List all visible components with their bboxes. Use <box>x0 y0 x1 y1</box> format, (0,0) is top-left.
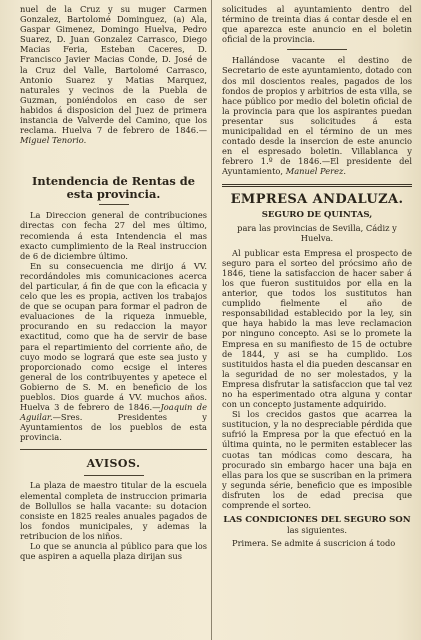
paragraph-text: Hallándose vacante el destino de Secretario de este ayuntamiento, dotado con dos mil doscientos reales, pagados de los fondos de propios y arbitrios de esta villa, se hace público por medio del boletin oficial de la provincia para que los aspirantes puedan presentar sus solicitudes á esta municipalidad en el término de un mes contado desde la insercion de este anuncio en el espresado boletin. Villablanca y febrero 1.º de 1846.—El presidente del Ayuntamiento, <box>222 55 412 177</box>
signature: Miguel Tenorio. <box>20 135 87 146</box>
paragraph-tail: —Sres. Presidentes y Ayuntamientos de los pueblos de esta provincia. <box>20 412 207 443</box>
paragraph-fugitives <box>20 4 207 145</box>
section-heading-intendencia <box>20 175 207 201</box>
short-rule <box>99 204 129 205</box>
paragraph-secretario <box>222 55 412 176</box>
left-column <box>20 4 207 561</box>
heading-text: Intendencia de Rentas de esta provincia. <box>32 174 195 202</box>
signature: Manuel Perez. <box>285 166 347 177</box>
paragraph-consecuencia <box>20 261 207 443</box>
paragraph-text: nuel de la Cruz y su muger Carmen Gonzalez, Bartolomé Dominguez, (a) Ala, Gaspar Gimenez, Domingo Huelva, Pedro Suarez, D. Juan Gonzalez Carrasco, Diego Macias Feria, Esteban Caceres, D. Francisco Javier Macias Conde, D. José de la Cruz del Valle, Bartolomé Carrasco, Antonio Suarez y Matias Marquez, naturales y vecinos de la Puebla de Guzman, poniéndolos en caso de ser habidos á disposicion del Juez de primera instancia de Valverde del Camino, que los reclama. Huelva 7 de febrero de 1846.— <box>20 4 207 136</box>
section-heading-empresa: EMPRESA ANDALUZA. <box>230 191 404 207</box>
signature: Joaquin de Aguilar. <box>20 402 207 423</box>
section-rule <box>20 449 207 450</box>
paragraph-primera <box>222 538 412 548</box>
column-divider <box>211 0 212 640</box>
right-column <box>222 4 412 548</box>
section-heading-avisos: AVISOS. <box>86 457 141 471</box>
paragraph-solicitudes: solicitudes al ayuntamiento dentro del término de treinta dias á contar desde el en que aparezca este anuncio en el boletin oficial de la provincia. <box>222 4 412 45</box>
paragraph-maestro: La plaza de maestro titular de la escuela elemental completa de instruccion primaria de Bollullos se halla vacante: su dotacion consiste en 1825 reales anuales pagados de los fondos municipales, y ademas la retribucion de los niños. <box>20 480 207 541</box>
paragraph-anuncio: Lo que se anuncia al público para que los que aspiren a aquella plaza dirijan sus <box>20 541 207 562</box>
paragraph-empresa-publicar: Al publicar esta Empresa el prospecto de seguro para el sorteo del prócsimo año de 1846, tiene la satisfaccion de hacer saber á los que fueron sustituidos por ella en la anterior, que todos los sustitutos han cumplido fielmente el año de responsabilidad establecido por la ley, sin que haya habido la mas leve reclamacion por ninguno concepto. Asi se lo promete la Empresa en su manifiesto de 15 de octubre de 1844, y asi se ha cumplido. Los sustituidos hasta el dia pueden descansar en la seguridad de no ser molestados, y la Empresa disfrutar la satisfaccion que tal vez no ha esperimentado otra alguna y contar con un concepto justamente adquirido. <box>222 247 412 410</box>
paragraph-direccion: La Direccion general de contribuciones directas con fecha 27 del mes último, recomienda á esta Intendencia el mas exacto cumplimiento de la Real instruccion de 6 de diciembre último. <box>20 210 207 261</box>
section-rule <box>84 475 144 476</box>
paragraph-text: En su consecuencia me dirijo á VV. recordándoles mis comunicaciones acerca del particular, á fin de que con la eficacia y celo que les es propia, activen los trabajos de que se ocupan para formar el padron de evaluaciones de la riqueza inmueble, procurando en su redaccion la mayor exactitud, como que ha de servir de base para el repartimiento del corriente año, de cuyo modo se logrará que este sea justo y proporcionado como ecsige el interes general de los contribuyentes y apetece el Gobierno de S. M. en beneficio de los pueblos. Dios guarde á VV. muchos años. Huelva 3 de febrero de 1846.— <box>20 260 207 413</box>
subheading-provincias: para las provincias de Sevilla, Cádiz y Huelva. <box>237 222 397 243</box>
paragraph-empresa-gastos: Si los crecidos gastos que acarrea la sustitucion, y la no despreciable pérdida que sufrió la Empresa por la que efectuó en la última quinta, no le permiten establecer las cuotas tan módicas como descara, ha procurado sin embargo hacer una baja en ellas para los que se suscriban en la primera y segunda série, beneficio que es imposible disfruten los de edad precisa que comprende el sorteo. <box>222 409 412 511</box>
short-rule <box>287 49 347 50</box>
subheading-condiciones: LAS CONDICIONES DEL SEGURO SON <box>223 515 411 526</box>
subheading-seguro: SEGURO DE QUINTAS, <box>261 209 373 220</box>
paragraph-text: Se admite á suscricion á todo <box>268 538 396 549</box>
double-rule <box>222 184 412 187</box>
subheading-siguientes: las siguientes. <box>286 525 348 536</box>
clause-label: Primera. <box>232 538 269 549</box>
